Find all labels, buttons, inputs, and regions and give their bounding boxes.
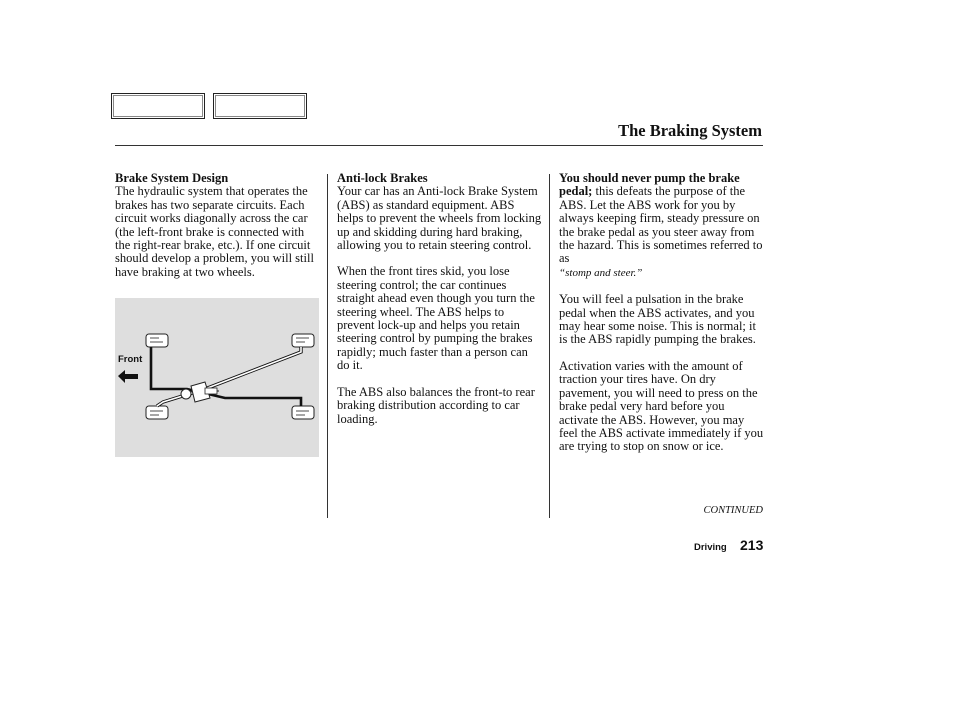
nav-tab-2[interactable] <box>213 93 307 119</box>
paragraph: You will feel a pulsation in the brake pedal when the ABS activates, and you may hear some noise. This is normal; it is the ABS rapidly pumping the brakes. <box>559 292 756 347</box>
footer-section: Driving <box>694 542 727 553</box>
column-divider <box>327 174 328 518</box>
paragraph <box>559 172 765 280</box>
front-label: Front <box>118 354 143 365</box>
title-rule <box>115 145 763 146</box>
warning-lead: You should never pump the brake pedal; <box>559 171 740 199</box>
paragraph: The ABS also balances the front-to rear braking distribution according to car loading. <box>337 384 535 426</box>
wheel-left-rear-icon <box>146 406 168 419</box>
quote-text: “stomp and steer.” <box>559 266 643 279</box>
diagram-svg <box>115 298 319 457</box>
paragraph: When the front tires skid, you lose steering control; the car continues straight ahead even though you turn the steering wheel. The ABS helps to prevent lock-up and helps you retain steering control by pumping the brakes rapidly; much faster than a person can do it. <box>337 264 535 373</box>
paragraph: Activation varies with the amount of traction your tires have. On dry pavement, you will need to press on the brake pedal very hard before you activate the ABS. However, you may feel the ABS activate immediately if you are trying to stop on snow or ice. <box>559 358 764 454</box>
paragraph: The hydraulic system that operates the brakes has two separate circuits. Each circuit works diagonally across the car (the left-front brake is connected with the right-rear brake, etc.). If one circuit should develop a problem, you will still have braking at two wheels. <box>115 184 314 279</box>
column-anti-lock-brakes <box>337 172 543 439</box>
column-abs-usage <box>559 172 765 467</box>
wheel-right-front-icon <box>292 334 314 347</box>
paragraph-text: this defeats the purpose of the ABS. Let the ABS work for you by always keeping firm, steady pressure on the brake pedal as you steer away from the hazard. This is sometimes referred to as <box>559 184 763 266</box>
column-brake-system-design <box>115 172 320 292</box>
arrow-left-icon <box>118 370 138 383</box>
continued-label: CONTINUED <box>703 505 763 516</box>
nav-tab-1[interactable] <box>111 93 205 119</box>
brake-circuit-diagram <box>115 298 319 457</box>
wheel-left-front-icon <box>146 334 168 347</box>
page-title: The Braking System <box>618 121 762 140</box>
section-heading: Brake System Design <box>115 171 229 185</box>
column-divider <box>549 174 550 518</box>
paragraph: Your car has an Anti-lock Brake System (ABS) as standard equipment. ABS helps to prevent the wheels from locking up and skidding during hard braking, allowing you to retain steering control. <box>337 184 542 253</box>
page-number: 213 <box>740 537 764 553</box>
wheel-right-rear-icon <box>292 406 314 419</box>
section-heading: Anti-lock Brakes <box>337 171 428 185</box>
